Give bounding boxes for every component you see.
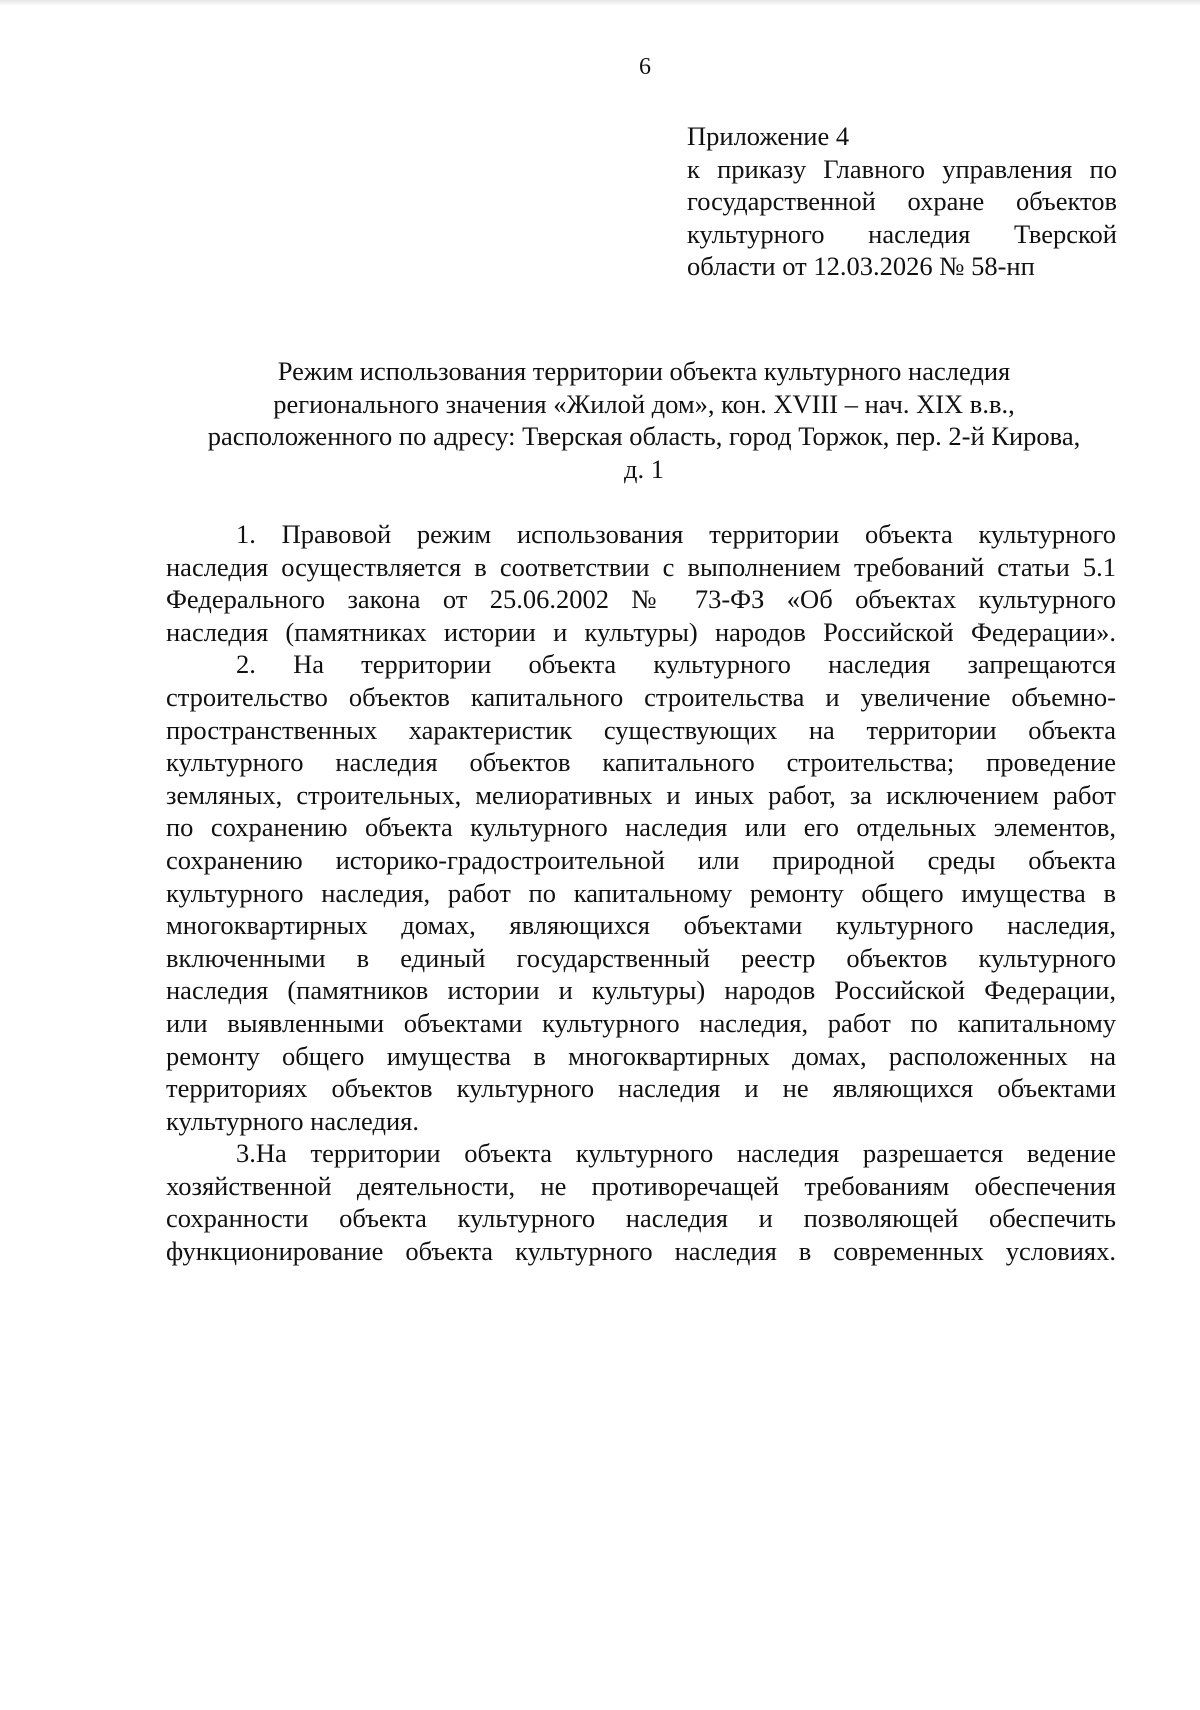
document-body xyxy=(166,518,1116,1268)
paragraph-line: пространственных характеристик существующих на территории объекта xyxy=(166,714,1116,745)
paragraph-line: 1. Правовой режим использования территории объекта культурного xyxy=(236,519,1116,549)
paragraph-2 xyxy=(166,648,1116,1137)
paragraph-1 xyxy=(166,518,1116,648)
paragraph-line: культурного наследия, работ по капитальному ремонту общего имущества в xyxy=(166,877,1116,908)
paragraph-line: наследия (памятников истории и культуры) народов Российской Федерации, xyxy=(166,975,1116,1006)
title-line: д. 1 xyxy=(624,453,664,484)
paragraph-line: Федерального закона от 25.06.2002 № 73-ФЗ «Об объектах культурного xyxy=(166,584,1116,615)
paragraph-line: земляных, строительных, мелиоративных и иных работ, за исключением работ xyxy=(166,779,1116,810)
paragraph-line: включенными в единый государственный реестр объектов культурного xyxy=(166,942,1116,973)
appendix-line: к приказу Главного управления по xyxy=(687,153,1117,184)
paragraph-line: сохранению историко-градостроительной или природной среды объекта xyxy=(166,844,1116,875)
paragraph-line: сохранности объекта культурного наследия и позволяющей обеспечить xyxy=(166,1203,1116,1234)
paragraph-line: или выявленными объектами культурного наследия, работ по капитальному xyxy=(166,1007,1116,1038)
paragraph-line: 3.На территории объекта культурного наследия разрешается ведение xyxy=(236,1138,1116,1169)
appendix-header xyxy=(687,120,1117,283)
paragraph-line: строительство объектов капитального строительства и увеличение объемно- xyxy=(166,681,1116,712)
paragraph-line: культурного наследия объектов капитального строительства; проведение xyxy=(166,747,1116,778)
paragraph-3 xyxy=(166,1137,1116,1267)
appendix-line: области от 12.03.2026 № 58-нп xyxy=(687,251,1035,281)
paragraph-line: культурного наследия. xyxy=(166,1105,419,1136)
paragraph-line: наследия осуществляется в соответствии с выполнением требований статьи 5.1 xyxy=(166,551,1116,582)
paragraph-line: многоквартирных домах, являющихся объектами культурного наследия, xyxy=(166,910,1116,941)
scan-edge-shadow xyxy=(0,0,1200,6)
appendix-line: культурного наследия Тверской xyxy=(687,218,1117,249)
document-title xyxy=(160,355,1128,485)
paragraph-line: территориях объектов культурного наследия и не являющихся объектами xyxy=(166,1073,1116,1104)
paragraph-line: наследия (памятниках истории и культуры) народов Российской Федерации». xyxy=(166,616,1116,647)
appendix-line: государственной охране объектов xyxy=(687,186,1117,216)
title-line: расположенного по адресу: Тверская область, город Торжок, пер. 2-й Кирова, xyxy=(207,421,1081,451)
title-line: регионального значения «Жилой дом», кон. XVIII – нач. XIX в.в., xyxy=(273,388,1015,419)
paragraph-line: хозяйственной деятельности, не противоречащей требованиям обеспечения xyxy=(166,1170,1116,1201)
paragraph-line: 2. На территории объекта культурного наследия запрещаются xyxy=(236,649,1116,680)
paragraph-line: функционирование объекта культурного наследия в современных условиях. xyxy=(166,1236,1116,1267)
appendix-title: Приложение 4 xyxy=(687,121,850,151)
paragraph-line: ремонту общего имущества в многоквартирных домах, расположенных на xyxy=(166,1040,1116,1071)
page-number: 6 xyxy=(639,54,651,80)
title-line: Режим использования территории объекта культурного наследия xyxy=(277,356,1011,386)
paragraph-line: по сохранению объекта культурного наследия или его отдельных элементов, xyxy=(166,812,1116,843)
